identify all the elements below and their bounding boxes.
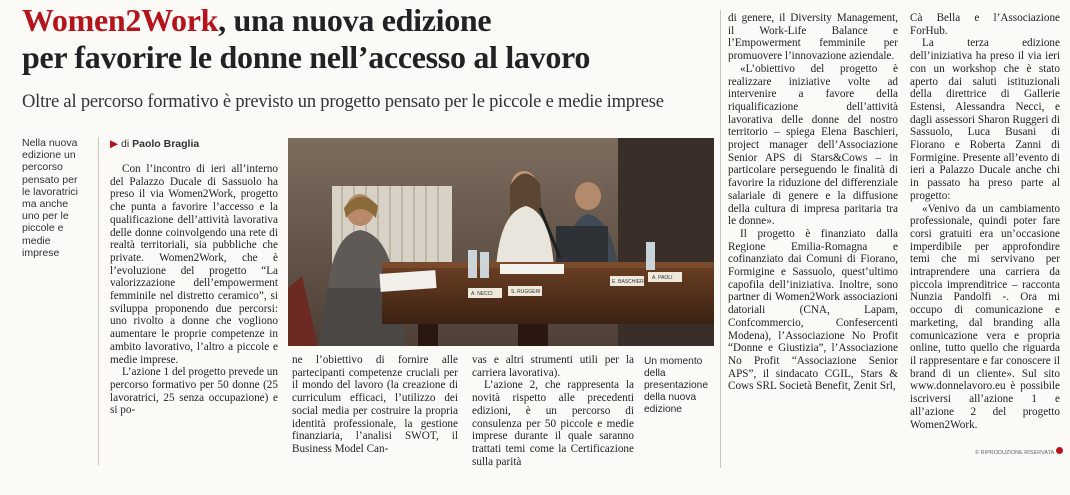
headline-line1-rest: , una nuova edizione — [218, 2, 492, 38]
photo-caption: Un momento della presentazione della nuova edizione — [644, 356, 709, 415]
article-end-dot-icon — [1056, 447, 1063, 454]
byline-author: Paolo Braglia — [132, 138, 200, 150]
paragraph: «Venivo da un cambiamento professionale, quindi poter fare corsi gratuiti era un’occasione imperdibile per approfondire temi che mi servivano per intraprendere una carriera da piccola imprenditrice – racconta Nunzia Pandolfi -. Ora mi occupo di comunicazione e marketing, dal branding alla comunicazione vera e propria online, tutto quello che riguarda il rappresentare e far conoscere il brand di un cliente». Sul sito www.donnelavoro.eu è possibile iscriversi all’azione 1 e all’azione 2 del progetto Women2Work. — [910, 202, 1060, 431]
article-column-5 — [910, 12, 1060, 431]
article-photo — [288, 138, 714, 346]
byline-prefix: di — [121, 138, 130, 150]
paragraph: ne l’obiettivo di fornire alle partecipanti competenze cruciali per il mondo del lavoro (la creazione di curriculum efficaci, l’utilizzo dei social media per costruire la propria identità professionale, la gestione finanziaria, l’analisi SWOT, il Business Model Can- — [292, 354, 458, 455]
paragraph: L’azione 1 del progetto prevede un percorso formativo per 50 donne (25 lavoratrici, 25 senza occupazione) e si po- — [110, 366, 278, 417]
nameplate-ruggeri: S. RUGGERI — [511, 289, 541, 295]
paragraph: «L’obiettivo del progetto è realizzare iniziative volte ad intervenire a favore della riqualificazione dell’attività lavorativa delle donne del nostro territorio – spiega Elena Baschieri, project manager dell’Associazione Senior APS di Stars&Cows – in particolare perseguendo le finalità di favorire la riduzione del differenziale salariale di genere e la diffusione della cultura di impresa paritaria tra le donne». — [728, 62, 898, 228]
headline-brand: Women2Work — [22, 2, 219, 38]
subheadline: Oltre al percorso formativo è previsto un progetto pensato per le piccole e medie imprese — [22, 92, 664, 112]
nameplate-baschieri: E. BASCHIERI — [612, 279, 646, 285]
paragraph: La terza edizione dell’iniziativa ha preso il via ieri con un workshop che è stato aperto dai saluti istituzionali della direttrice di Gallerie Estensi, Alessandra Necci, e dagli assessori Sharon Ruggeri di Sassuolo, Luca Busani di Fiorano e Roberta Zanni di Formigine. Presente all’evento di ieri a Palazzo Ducale anche chi in passato ha preso parte al progetto: — [910, 37, 1060, 202]
article-column-3 — [472, 354, 634, 468]
paragraph: vas e altri strumenti utili per la carriera lavorativa). — [472, 354, 634, 379]
copyright-credit: © RIPRODUZIONE RISERVATA — [975, 450, 1055, 456]
paragraph: di genere, il Diversity Management, il Work-Life Balance e l’Empowerment femminile per promuovere l’innovazione aziendale. — [728, 12, 898, 63]
headline — [22, 2, 722, 76]
article-column-4 — [728, 12, 898, 393]
byline — [110, 138, 199, 150]
article-column-2 — [292, 354, 458, 456]
paragraph: L’azione 2, che rappresenta la novità rispetto alle precedenti edizioni, è un percorso di consulenza per 50 piccole e medie imprese durante il quale saranno trattati temi come la Certificazione sulla parità — [472, 379, 634, 468]
paragraph: Cà Bella e l’Associazione ForHub. — [910, 12, 1060, 37]
nameplate-necci: A. NECCI — [471, 291, 493, 297]
paragraph: Con l’incontro di ieri all’interno del Palazzo Ducale di Sassuolo ha preso il via Women2Work, progetto che punta a favorire l’accesso e la qualificazione dell’attività lavorativa delle donne coinvolgendo una rete di realtà territoriali, sia pubbliche che private. Women2Work, che è l’evoluzione del progetto “La valorizzazione dell’empowerment femminile nel distretto ceramico”, si sviluppa proponendo due percorsi: uno rivolto a donne che vogliono aumentare le proprie competenze in ambito lavorativo, l’altro a piccole e medie imprese. — [110, 163, 278, 366]
headline-line2: per favorire le donne nell’accesso al lavoro — [22, 39, 591, 75]
article-column-1 — [110, 163, 278, 417]
nameplate-paoli: A. PAOLI — [652, 275, 673, 281]
paragraph: Il progetto è finanziato dalla Regione Emilia-Romagna e cofinanziato dai Comuni di Fiorano, Formigine e Sassuolo, quest’ultimo capofila dell’iniziativa. Inoltre, sono partner di Women2Work associazioni datoriali (CNA, Lapam, Confcommercio, Confesercenti Modena), l’Associazione No Profit “Donne e Giustizia”, l’Associazione No Profit “Associazione Senior APS”, il sindacato CGIL, Stars & Cows SRL Società Benefit, Zenit Srl, — [728, 227, 898, 393]
summary-sidebar: Nella nuova edizione un percorso pensato per le lavoratrici ma anche uno per le piccole e medie imprese — [22, 137, 79, 259]
byline-marker-icon: ▶ — [110, 138, 119, 150]
column-divider — [98, 137, 99, 465]
